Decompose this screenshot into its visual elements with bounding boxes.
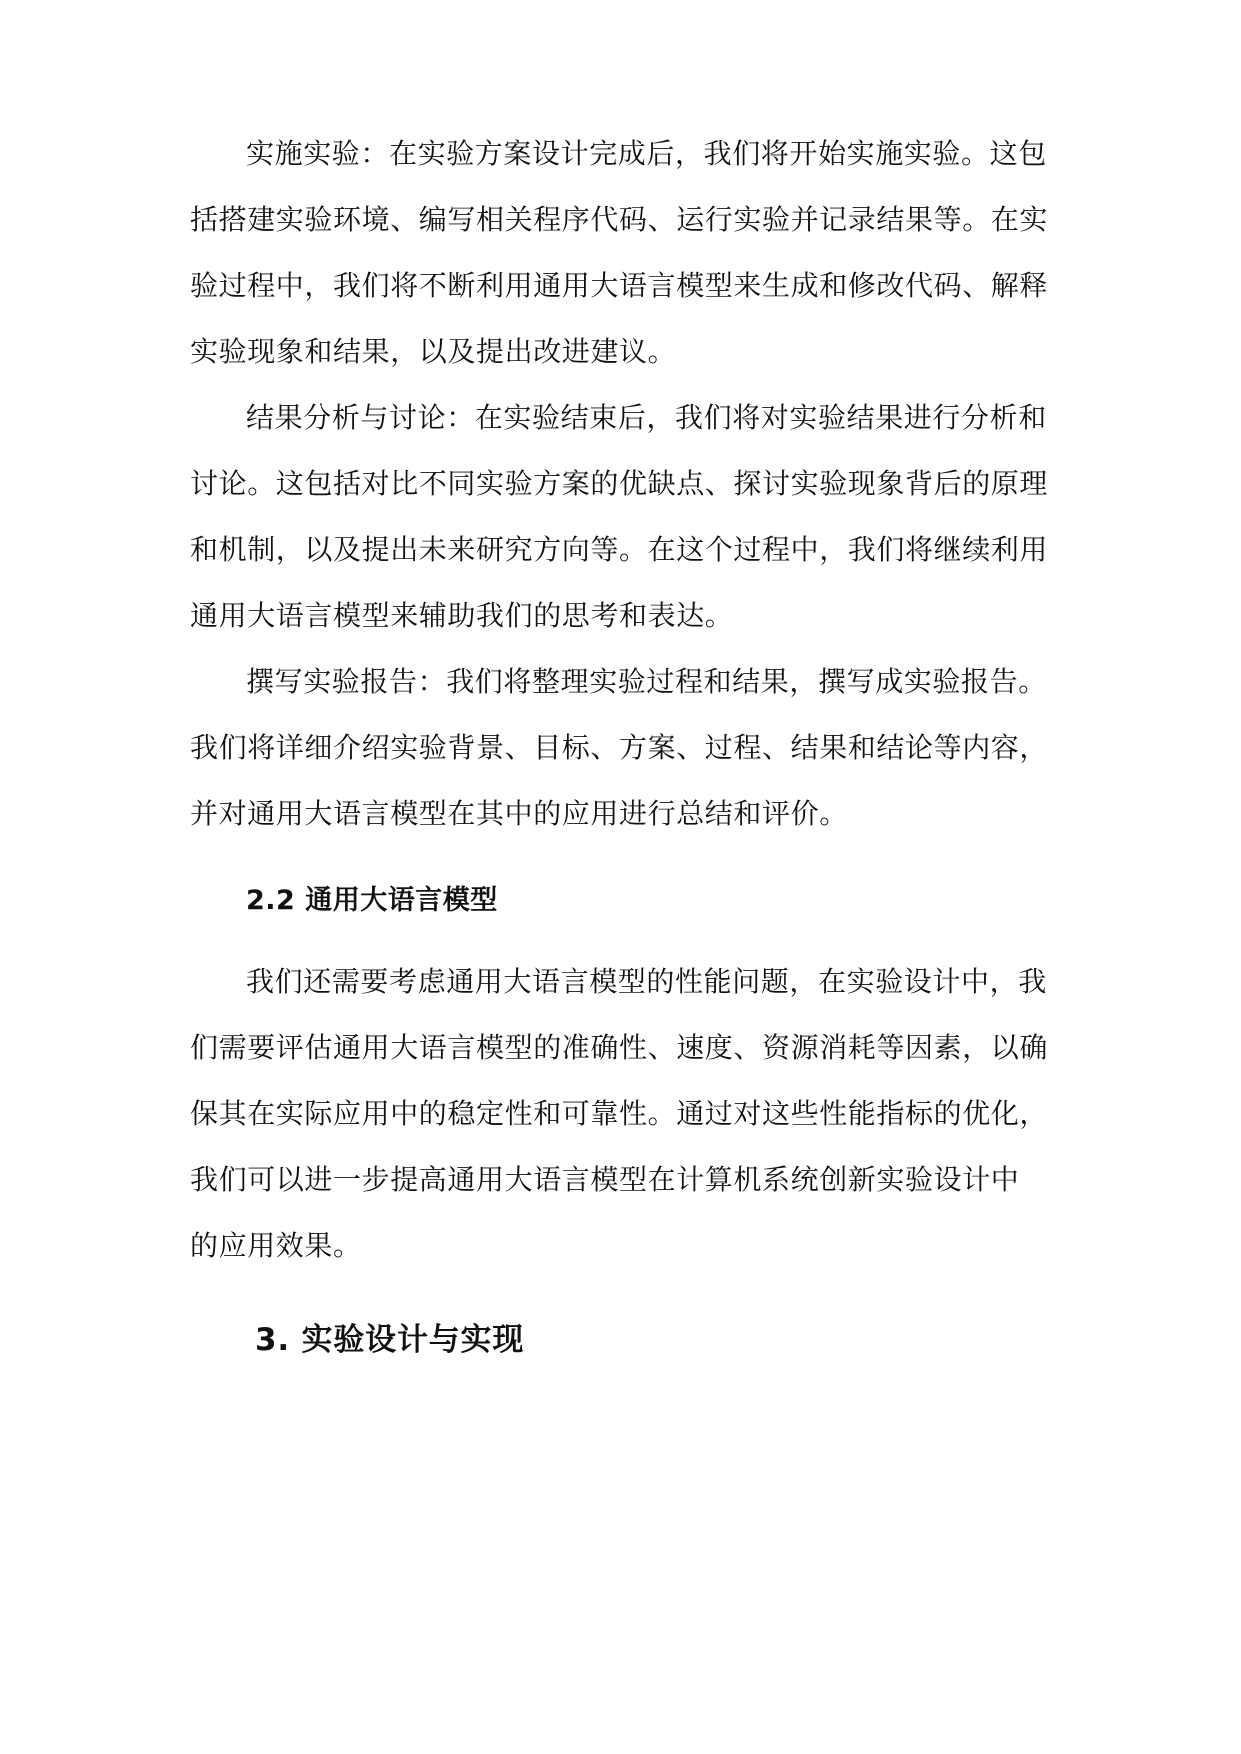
paragraph-line: 括搭建实验环境、编写相关程序代码、运行实验并记录结果等。在实 <box>190 203 1049 236</box>
section-heading-2-2: 2.2 通用大语言模型 <box>246 885 498 916</box>
paragraph-line: 我们还需要考虑通用大语言模型的性能问题，在实验设计中，我 <box>246 965 1047 998</box>
paragraph-line: 保其在实际应用中的稳定性和可靠性。通过对这些性能指标的优化， <box>190 1097 1049 1130</box>
paragraph-line: 实施实验：在实验方案设计完成后，我们将开始实施实验。这包 <box>246 137 1047 170</box>
paragraph-line: 通用大语言模型来辅助我们的思考和表达。 <box>190 599 734 632</box>
paragraph-line: 我们可以进一步提高通用大语言模型在计算机系统创新实验设计中 <box>190 1163 1020 1196</box>
paragraph-line: 讨论。这包括对比不同实验方案的优缺点、探讨实验现象背后的原理 <box>190 467 1049 500</box>
paragraph-line: 们需要评估通用大语言模型的准确性、速度、资源消耗等因素，以确 <box>190 1031 1049 1064</box>
paragraph-line: 的应用效果。 <box>190 1229 362 1262</box>
section-heading-3: 3. 实验设计与实现 <box>255 1322 525 1358</box>
paragraph-line: 撰写实验报告：我们将整理实验过程和结果，撰写成实验报告。 <box>246 665 1047 698</box>
paragraph-line: 实验现象和结果，以及提出改进建议。 <box>190 335 677 368</box>
paragraph-line: 结果分析与讨论：在实验结束后，我们将对实验结果进行分析和 <box>246 401 1047 434</box>
paragraph-line: 验过程中，我们将不断利用通用大语言模型来生成和修改代码、解释 <box>190 269 1049 302</box>
paragraph-line: 并对通用大语言模型在其中的应用进行总结和评价。 <box>190 797 848 830</box>
paragraph-line: 我们将详细介绍实验背景、目标、方案、过程、结果和结论等内容， <box>190 731 1049 764</box>
paragraph-line: 和机制，以及提出未来研究方向等。在这个过程中，我们将继续利用 <box>190 533 1049 566</box>
